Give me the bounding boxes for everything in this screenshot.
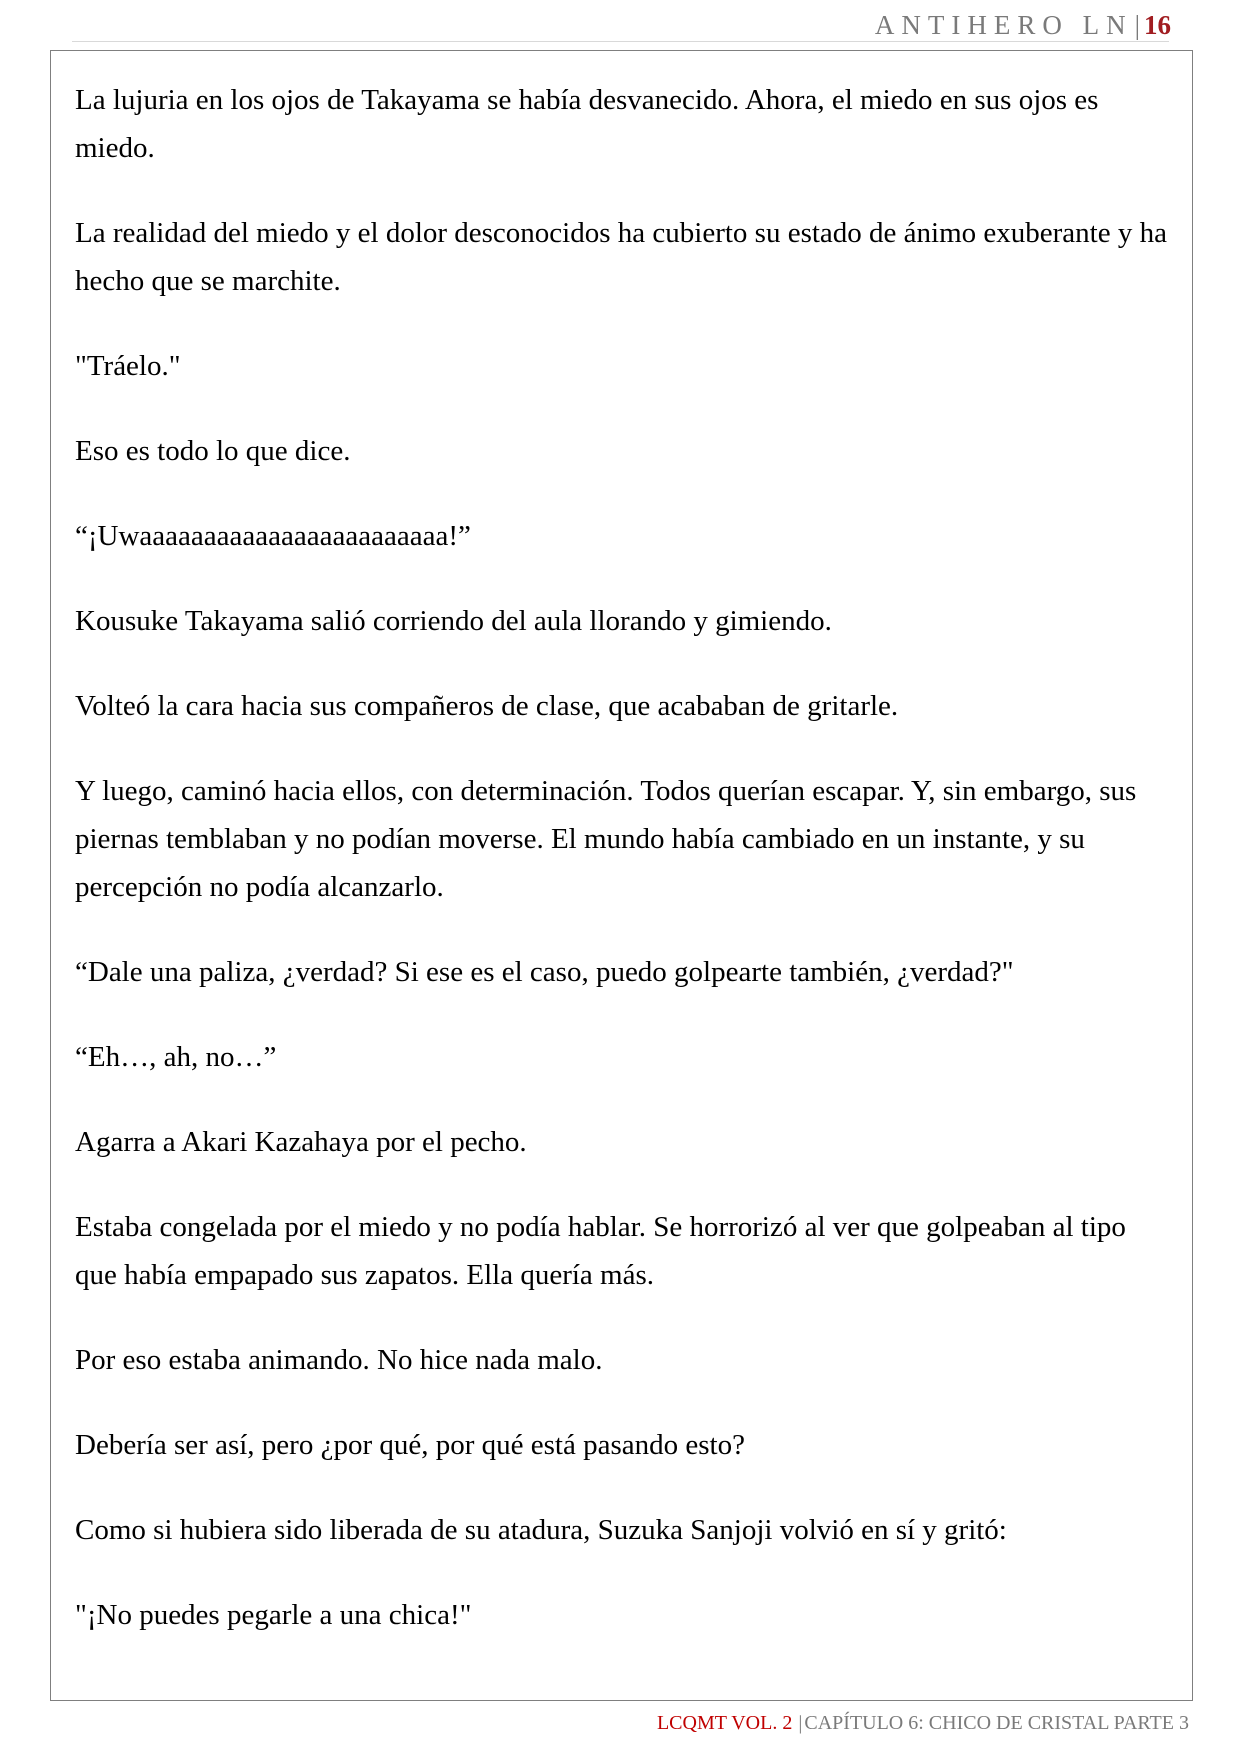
- paragraph: “¡Uwaaaaaaaaaaaaaaaaaaaaaaaa!”: [75, 520, 471, 552]
- page-footer: [657, 1710, 1189, 1736]
- paragraph: Por eso estaba animando. No hice nada malo.: [75, 1344, 603, 1376]
- paragraph: Agarra a Akari Kazahaya por el pecho.: [75, 1126, 527, 1158]
- page-header: [875, 8, 1171, 42]
- footer-separator: |: [798, 1712, 803, 1734]
- paragraph: "¡No puedes pegarle a una chica!": [75, 1599, 472, 1631]
- footer-volume: LCQMT VOL. 2: [656, 1712, 793, 1734]
- paragraph: La realidad del miedo y el dolor desconocidos ha cubierto su estado de ánimo exuberante y ha hecho que se marchite.: [75, 217, 1167, 297]
- paragraph: Como si hubiera sido liberada de su atadura, Suzuka Sanjoji volvió en sí y gritó:: [75, 1514, 1007, 1546]
- paragraph: Estaba congelada por el miedo y no podía hablar. Se horrorizó al ver que golpeaban al tipo que había empapado sus zapatos. Ella quería más.: [75, 1211, 1126, 1291]
- paragraph: Debería ser así, pero ¿por qué, por qué está pasando esto?: [75, 1429, 745, 1461]
- header-separator: |: [1134, 10, 1140, 40]
- footer-chapter: CAPÍTULO 6: CHICO DE CRISTAL PARTE 3: [804, 1712, 1189, 1734]
- site-title: ANTIHERO LN: [874, 10, 1133, 40]
- body-text: [75, 76, 1170, 1676]
- page-number: 16: [1144, 10, 1171, 40]
- paragraph: Kousuke Takayama salió corriendo del aula llorando y gimiendo.: [75, 605, 832, 637]
- paragraph: Eso es todo lo que dice.: [75, 435, 351, 467]
- paragraph: La lujuria en los ojos de Takayama se había desvanecido. Ahora, el miedo en sus ojos es miedo.: [75, 84, 1099, 164]
- paragraph: Volteó la cara hacia sus compañeros de clase, que acababan de gritarle.: [75, 690, 899, 722]
- paragraph: "Tráelo.": [75, 350, 181, 382]
- paragraph: Y luego, caminó hacia ellos, con determinación. Todos querían escapar. Y, sin embargo, sus piernas temblaban y no podían moverse. El mundo había cambiado en un instante, y su percepción no podía alcanzarlo.: [75, 775, 1137, 903]
- paragraph: “Eh…, ah, no…”: [75, 1041, 277, 1073]
- paragraph: “Dale una paliza, ¿verdad? Si ese es el caso, puedo golpearte también, ¿verdad?": [75, 956, 1014, 988]
- header-rule: [72, 41, 1169, 42]
